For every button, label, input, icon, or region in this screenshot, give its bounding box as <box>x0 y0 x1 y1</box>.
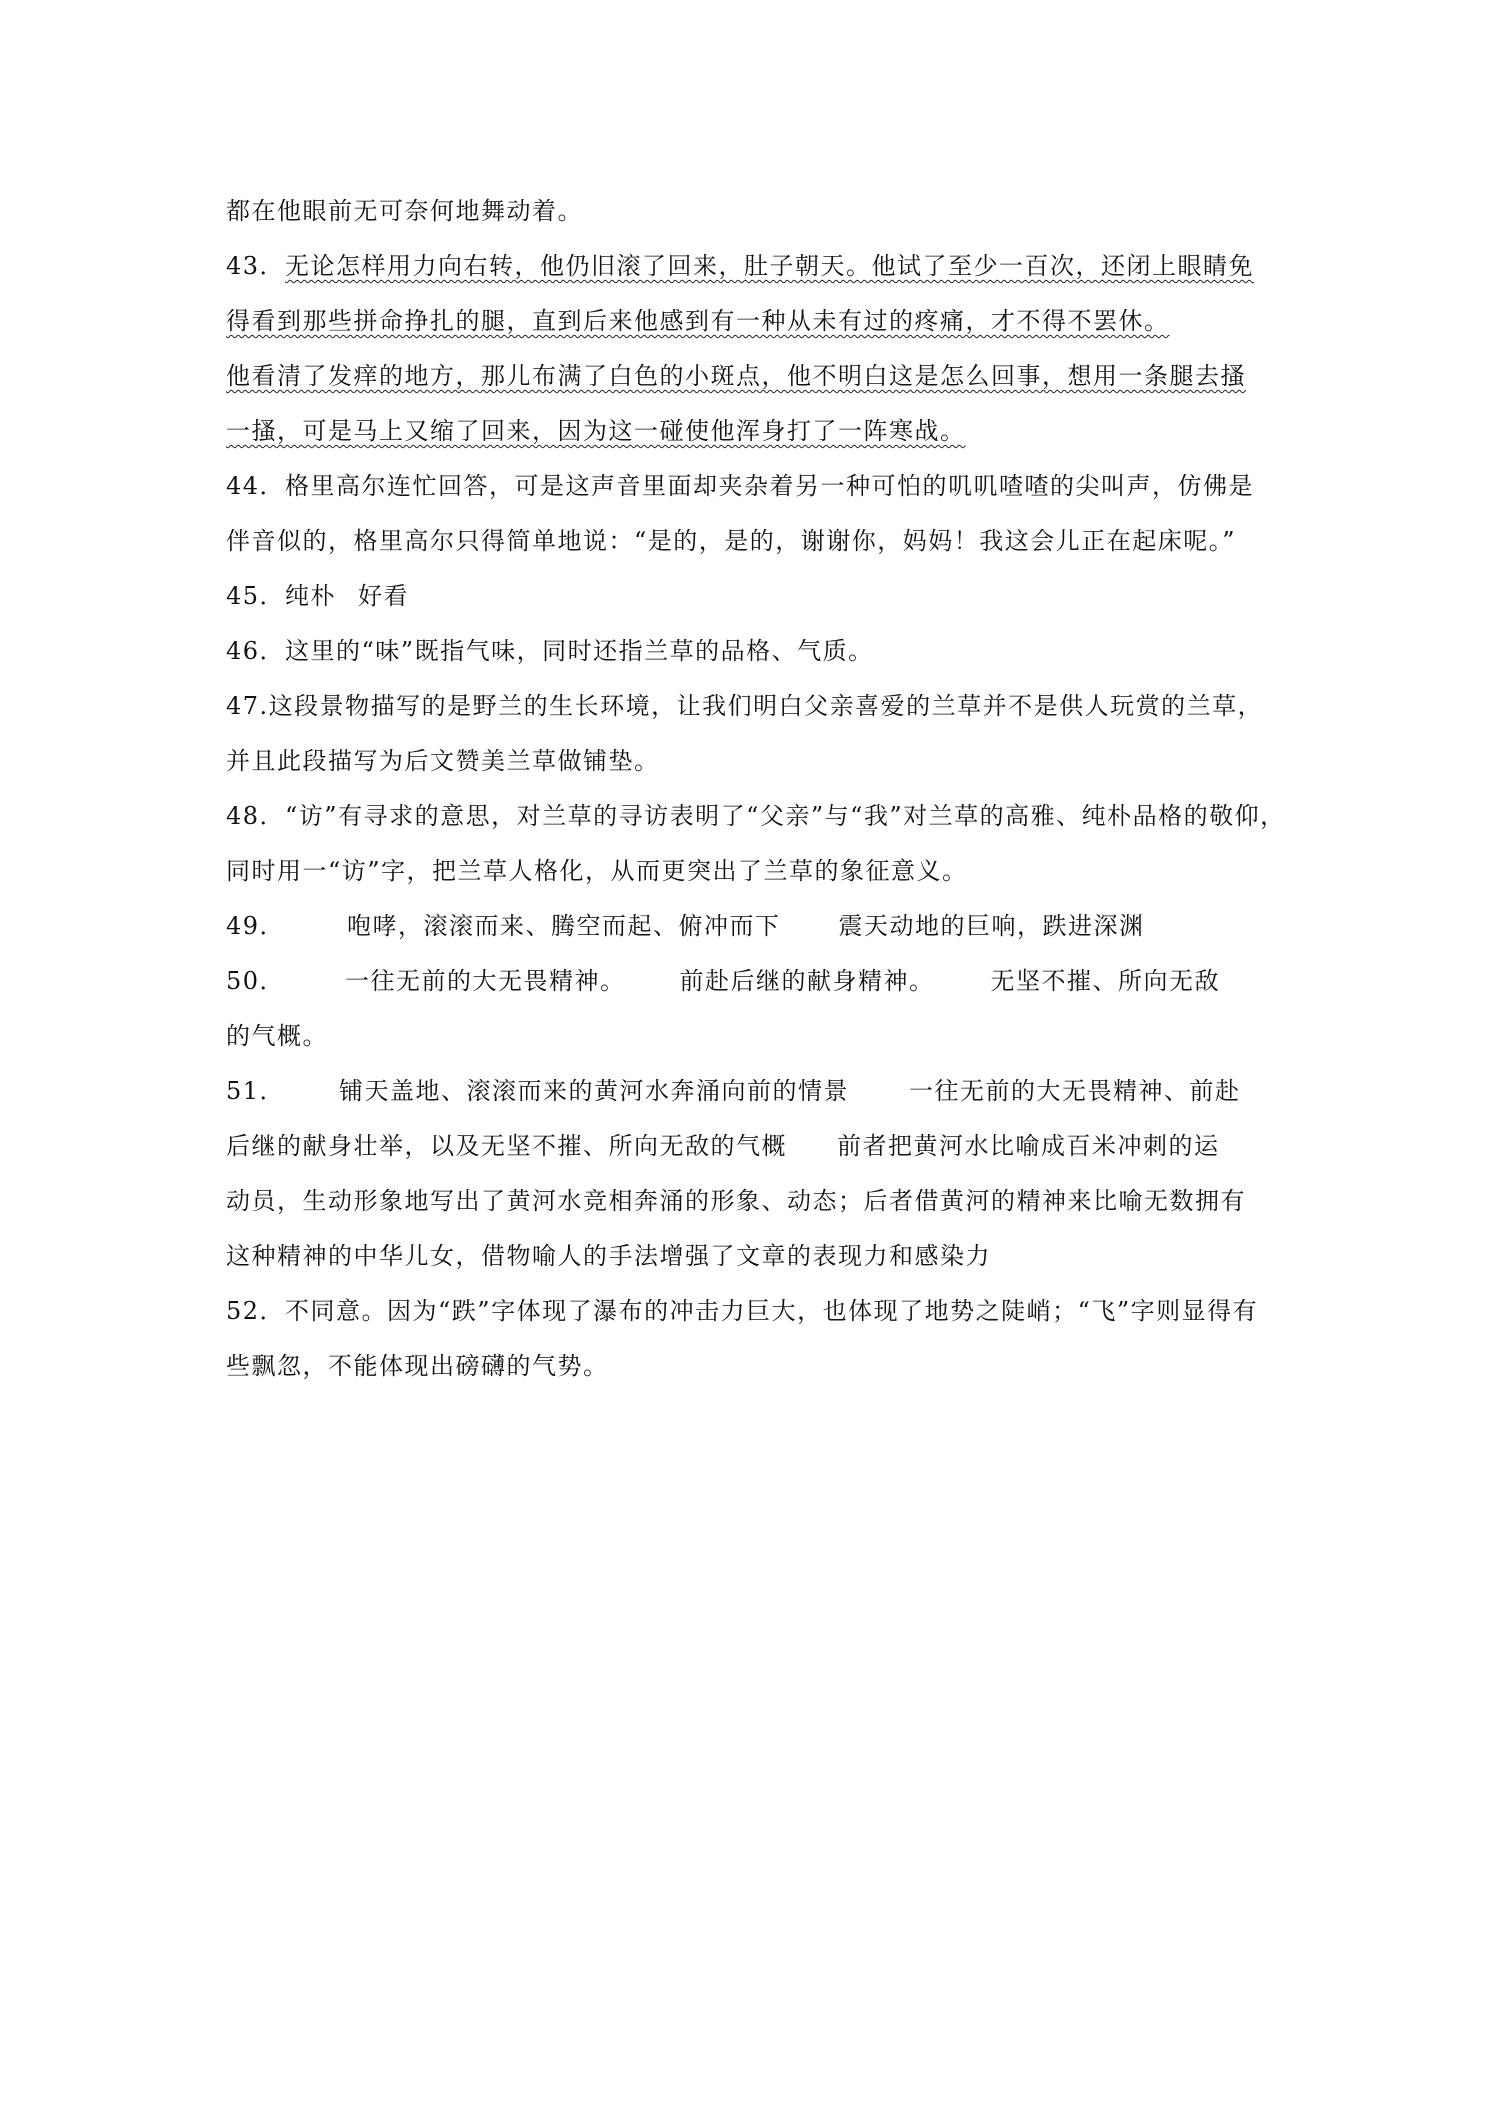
answer-51 <box>226 1064 1266 1119</box>
answer-text: 动员，生动形象地写出了黄河水竞相奔涌的形象、动态；后者借黄河的精神来比喻无数拥有 <box>226 1187 1246 1215</box>
answer-45 <box>226 569 1266 624</box>
answer-43-line-2 <box>226 294 1266 349</box>
answer-text: 同时用一“访”字，把兰草人格化，从而更突出了兰草的象征意义。 <box>226 857 968 885</box>
answer-text: 48．“访”有寻求的意思，对兰草的寻访表明了“父亲”与“我”对兰草的高雅、纯朴品格的敬仰， <box>226 802 1286 830</box>
underlined-text: 得看到那些拼命挣扎的腿，直到后来他感到有一种从未有过的疼痛，才不得不罢休。 <box>226 307 1170 335</box>
answer-text: 一往无前的大无畏精神。 <box>345 967 626 995</box>
answer-51-line-3 <box>226 1174 1266 1229</box>
answer-number: 51． <box>226 1077 286 1105</box>
underlined-text: 无论怎样用力向右转，他仍旧滚了回来，肚子朝天。他试了至少一百次，还闭上眼睛免 <box>285 252 1255 280</box>
answer-43-line-4 <box>226 404 1266 459</box>
answer-text: 并且此段描写为后文赞美兰草做铺垫。 <box>226 747 660 775</box>
answer-text: 47.这段景物描写的是野兰的生长环境，让我们明白父亲喜爱的兰草并不是供人玩赏的兰草， <box>226 692 1264 720</box>
answer-text: 些飘忽，不能体现出磅礴的气势。 <box>226 1352 609 1380</box>
answer-47 <box>226 679 1266 734</box>
answer-number: 43． <box>226 252 286 280</box>
answer-47-line-2 <box>226 734 1266 789</box>
answer-51-line-4 <box>226 1229 1266 1284</box>
answer-number: 45． <box>226 582 286 610</box>
answer-50 <box>226 954 1266 1009</box>
underlined-text: 他看清了发痒的地方，那儿布满了白色的小斑点，他不明白这是怎么回事，想用一条腿去搔 <box>226 362 1246 390</box>
answer-text: 前者把黄河水比喻成百米冲刺的运 <box>837 1132 1220 1160</box>
answer-line-continuation <box>226 184 1266 239</box>
answer-text: 都在他眼前无可奈何地舞动着。 <box>226 197 583 225</box>
answer-43 <box>226 239 1266 294</box>
answer-text: 前赴后继的献身精神。 <box>679 967 935 995</box>
answer-page <box>226 184 1286 1394</box>
answer-49 <box>226 899 1266 954</box>
answer-text: 伴音似的，格里高尔只得简单地说：“是的，是的，谢谢你，妈妈！我这会儿正在起床呢。” <box>226 527 1237 555</box>
answer-44 <box>226 459 1266 514</box>
answer-51-line-2 <box>226 1119 1266 1174</box>
answer-50-line-2 <box>226 1009 1266 1064</box>
answer-text: 46．这里的“味”既指气味，同时还指兰草的品格、气质。 <box>226 637 874 665</box>
answer-44-line-2 <box>226 514 1266 569</box>
answer-text: 好看 <box>358 582 410 610</box>
answer-text: 后继的献身壮举，以及无坚不摧、所向无敌的气概 <box>226 1132 787 1160</box>
answer-number: 49． <box>226 912 286 940</box>
answer-text: 52．不同意。因为“跌”字体现了瀑布的冲击力巨大，也体现了地势之陡峭；“飞”字则显得有 <box>226 1297 1259 1325</box>
answer-text: 44．格里高尔连忙回答，可是这声音里面却夹杂着另一种可怕的叽叽喳喳的尖叫声，仿佛是 <box>226 472 1255 500</box>
answer-52 <box>226 1284 1266 1339</box>
answer-text: 这种精神的中华儿女，借物喻人的手法增强了文章的表现力和感染力 <box>226 1242 991 1270</box>
answer-number: 50． <box>226 967 286 995</box>
answer-48 <box>226 789 1286 844</box>
answer-text: 一往无前的大无畏精神、前赴 <box>909 1077 1241 1105</box>
answer-43-line-3 <box>226 349 1266 404</box>
answer-48-line-2 <box>226 844 1266 899</box>
answer-text: 纯朴 <box>285 582 337 610</box>
answer-text: 的气概。 <box>226 1022 328 1050</box>
answer-text: 铺天盖地、滚滚而来的黄河水奔涌向前的情景 <box>339 1077 850 1105</box>
underlined-text: 一搔，可是马上又缩了回来，因为这一碰使他浑身打了一阵寒战。 <box>226 417 966 445</box>
answer-52-line-2 <box>226 1339 1266 1394</box>
answer-text: 咆哮，滚滚而来、腾空而起、俯冲而下 <box>347 912 781 940</box>
answer-46 <box>226 624 1266 679</box>
answer-text: 震天动地的巨响，跌进深渊 <box>838 912 1145 940</box>
answer-text: 无坚不摧、所向无敌 <box>990 967 1221 995</box>
